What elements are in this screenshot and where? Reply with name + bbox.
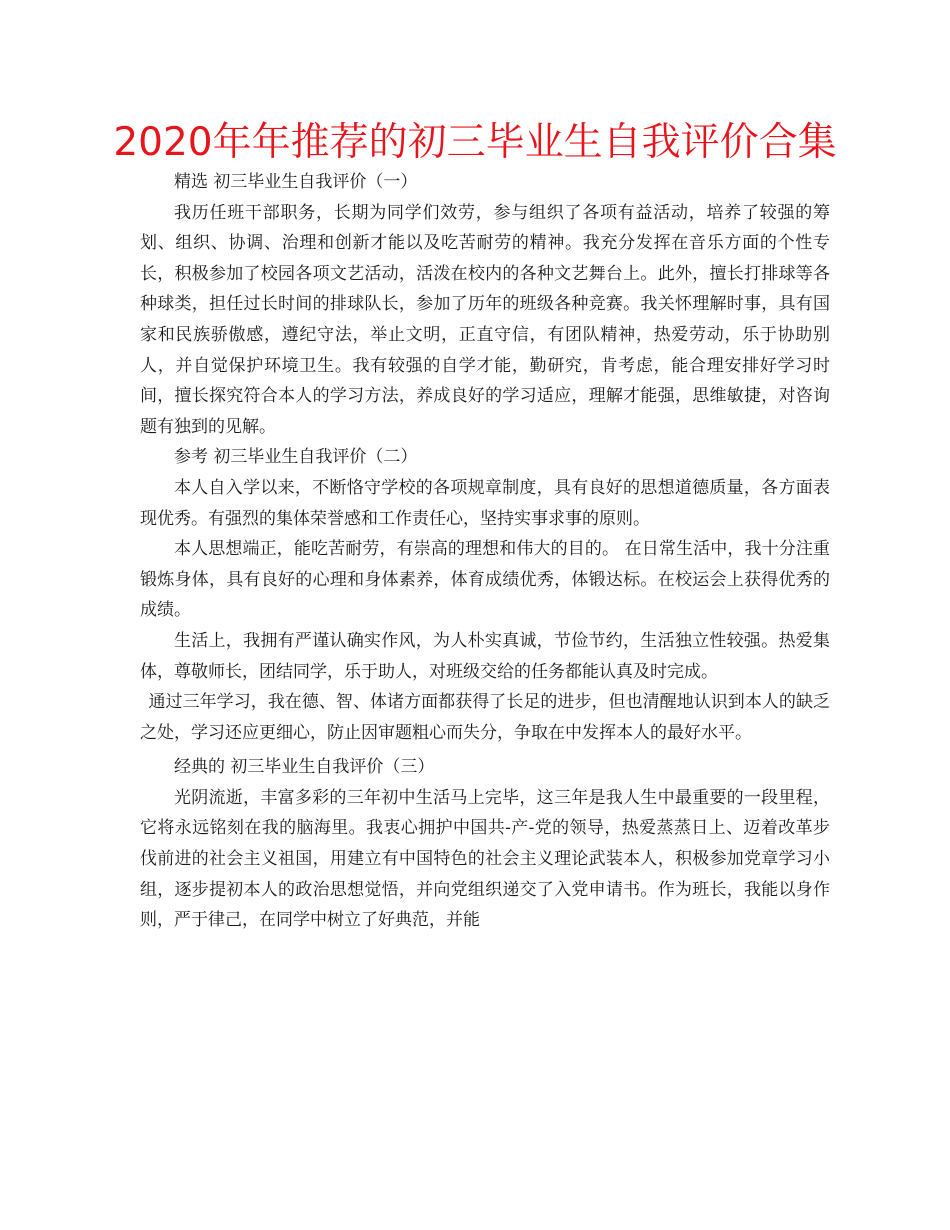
section-heading: 参考 初三毕业生自我评价（二） <box>174 447 418 468</box>
document-title: 2020年年推荐的初三毕业生自我评价合集 <box>113 120 837 165</box>
document-body <box>140 167 830 936</box>
section-heading: 经典的 初三毕业生自我评价（三） <box>174 757 435 778</box>
paragraph: 本人自入学以来，不断恪守学校的各项规章制度，具有良好的思想道德质量，各方面表现优秀。有强烈的集体荣誉感和工作责任心，坚持实事求事的原则。 <box>140 477 830 529</box>
section-heading: 精选 初三毕业生自我评价（一） <box>174 172 418 192</box>
paragraph: 我历任班干部职务，长期为同学们效劳，参与组织了各项有益活动，培养了较强的筹划、组织、协调、治理和创新才能以及吃苦耐劳的精神。我充分发挥在音乐方面的个性专长，积极参加了校园各项文艺活动，活泼在校内的各种文艺舞台上。此外，擅长打排球等各种球类，担任过长时间的排球队长，参加了历年的班级各种竞赛。我关怀理解时事，具有国家和民族骄傲感，遵纪守法，举止文明，正直守信，有团队精神，热爱劳动，乐于协助别人，并自觉保护环境卫生。我有较强的自学才能，勤研究，肯考虑，能合理安排好学习时间，擅长探究符合本人的学习方法，养成良好的学习适应，理解才能强，思维敏捷，对咨询题有独到的见解。 <box>140 202 830 437</box>
paragraph: 本人思想端正，能吃苦耐劳，有崇高的理想和伟大的目的。 在日常生活中，我十分注重锻炼身体，具有良好的心理和身体素养，体育成绩优秀，体锻达标。在校运会上获得优秀的成绩。 <box>140 539 830 621</box>
paragraph: 通过三年学习，我在德、智、体诸方面都获得了长足的进步，但也清醒地认识到本人的缺乏之处，学习还应更细心，防止因审题粗心而失分，争取在中发挥本人的最好水平。 <box>140 692 830 743</box>
paragraph: 光阴流逝，丰富多彩的三年初中生活马上完毕，这三年是我人生中最重要的一段里程，它将永远铭刻在我的脑海里。我衷心拥护中国共-产-党的领导，热爱蒸蒸日上、迈着改革步伐前进的社会主义祖国，用建立有中国特色的社会主义理论武装本人，积极参加党章学习小组，逐步提初本人的政治思想觉悟，并向党组织递交了入党申请书。作为班长，我能以身作则，严于律己，在同学中树立了好典范，并能 <box>140 787 830 931</box>
paragraph: 生活上，我拥有严谨认确实作风，为人朴实真诚，节俭节约，生活独立性较强。热爱集体，尊敬师长，团结同学，乐于助人，对班级交给的任务都能认真及时完成。 <box>140 630 830 682</box>
